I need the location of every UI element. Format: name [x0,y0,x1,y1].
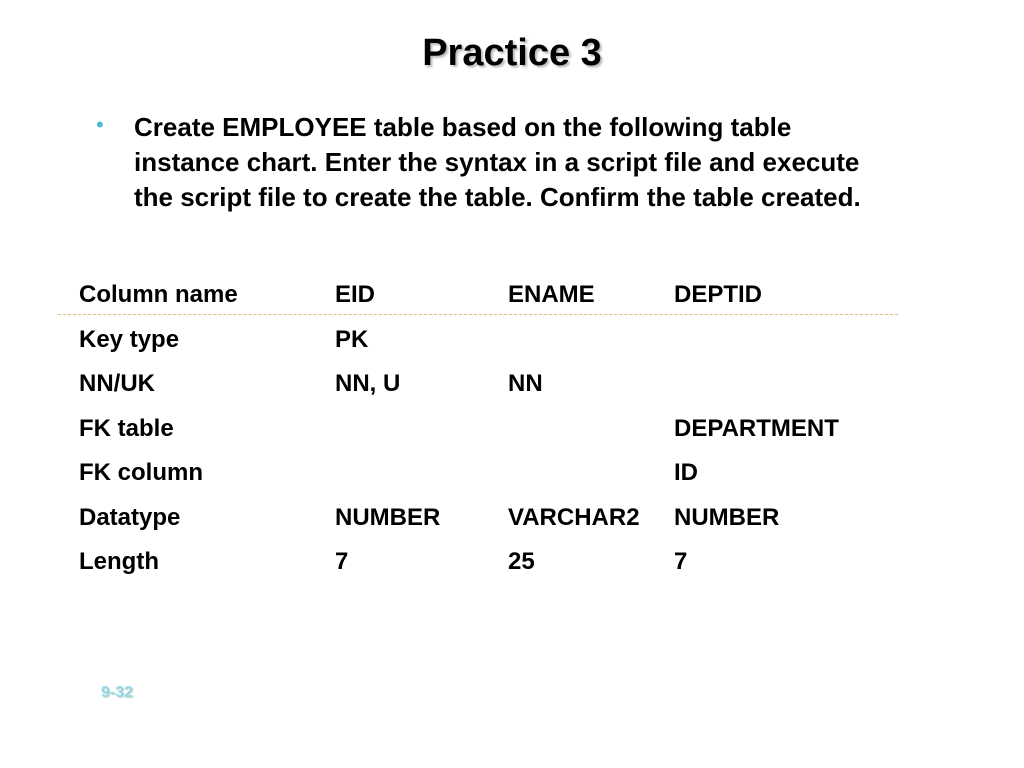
bullet-text: Create EMPLOYEE table based on the following table instance chart. Enter the syntax in a script file and execute the script file to create the table. Confirm the table created. [134,112,861,212]
table-cell: NUMBER [674,503,780,531]
table-cell: NUMBER [335,503,441,531]
table-cell: FK column [79,459,203,486]
table-cell: Key type [79,325,180,353]
table-cell: Length [79,548,159,575]
header-cell: EID [335,281,376,308]
slide-title: Practice 3 [422,32,602,74]
table-cell: FK table [79,414,174,442]
table-cell: VARCHAR2 [508,503,640,531]
table-cell: PK [335,325,369,353]
table-cell: NN, U [335,370,401,397]
header-divider [58,314,898,315]
table-cell: Datatype [79,503,181,531]
table-cell: NN/UK [79,370,155,397]
bullet-icon: • [96,112,104,137]
table-cell: 7 [335,548,349,575]
table-cell: DEPARTMENT [674,414,839,442]
table-cell: 7 [674,548,688,575]
header-cell: Column name [79,281,238,308]
header-cell: ENAME [508,281,595,308]
table-cell: NN [508,370,543,397]
table-cell: 25 [508,548,535,575]
page-number: 9-32 [101,684,134,701]
header-cell: DEPTID [674,281,763,308]
table-cell: ID [674,459,698,486]
